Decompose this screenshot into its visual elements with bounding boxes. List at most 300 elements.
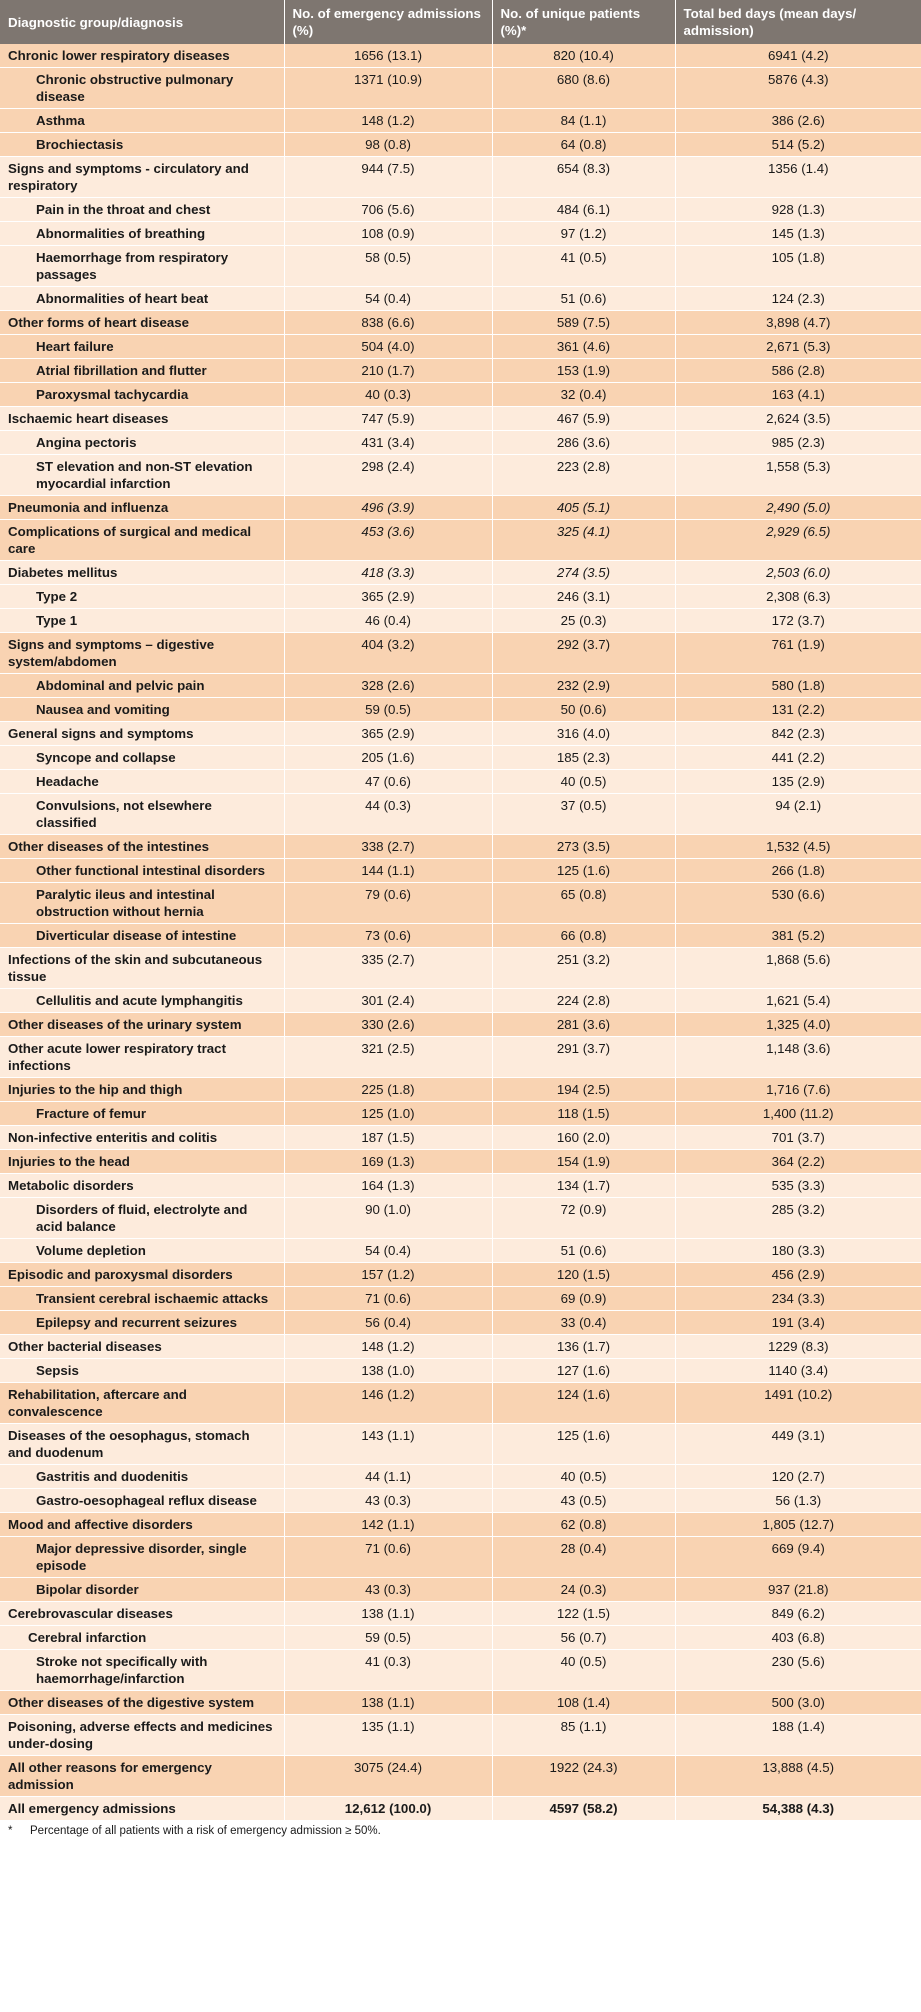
diagnosis-cell: General signs and symptoms [0,722,284,746]
diagnosis-cell: Other bacterial diseases [0,1335,284,1359]
table-row [0,1174,921,1198]
header-bed-days: Total bed days (mean days/ admission) [675,0,921,44]
table-row [0,794,921,835]
bed-days-cell: 514 (5.2) [675,133,921,157]
diagnosis-cell: Rehabilitation, aftercare and convalescence [0,1383,284,1424]
diagnosis-cell: Other diseases of the digestive system [0,1691,284,1715]
patients-cell: 292 (3.7) [492,633,675,674]
admissions-cell: 146 (1.2) [284,1383,492,1424]
admissions-cell: 504 (4.0) [284,335,492,359]
bed-days-cell: 180 (3.3) [675,1239,921,1263]
admissions-cell: 404 (3.2) [284,633,492,674]
table-row [0,1489,921,1513]
bed-days-cell: 2,490 (5.0) [675,496,921,520]
diagnosis-cell: All other reasons for emergency admission [0,1756,284,1797]
patients-cell: 125 (1.6) [492,1424,675,1465]
patients-cell: 118 (1.5) [492,1102,675,1126]
table-row [0,948,921,989]
table-row [0,883,921,924]
table-row [0,287,921,311]
diagnosis-cell: Non-infective enteritis and colitis [0,1126,284,1150]
admissions-cell: 1371 (10.9) [284,68,492,109]
patients-cell: 134 (1.7) [492,1174,675,1198]
table-row [0,68,921,109]
patients-cell: 160 (2.0) [492,1126,675,1150]
patients-cell: 127 (1.6) [492,1359,675,1383]
diagnosis-cell: Convulsions, not elsewhere classified [0,794,284,835]
table-row [0,1756,921,1797]
diagnosis-cell: Brochiectasis [0,133,284,157]
bed-days-cell: 1356 (1.4) [675,157,921,198]
admissions-cell: 125 (1.0) [284,1102,492,1126]
table-row [0,311,921,335]
patients-cell: 56 (0.7) [492,1626,675,1650]
patients-cell: 484 (6.1) [492,198,675,222]
bed-days-cell: 105 (1.8) [675,246,921,287]
bed-days-cell: 500 (3.0) [675,1691,921,1715]
diagnosis-cell: Ischaemic heart diseases [0,407,284,431]
diagnosis-cell: Pneumonia and influenza [0,496,284,520]
patients-cell: 124 (1.6) [492,1383,675,1424]
bed-days-cell: 580 (1.8) [675,674,921,698]
diagnosis-cell: Other forms of heart disease [0,311,284,335]
admissions-cell: 335 (2.7) [284,948,492,989]
table-row [0,1424,921,1465]
diagnosis-cell: Metabolic disorders [0,1174,284,1198]
total-row [0,1797,921,1821]
diagnosis-cell: Epilepsy and recurrent seizures [0,1311,284,1335]
diagnosis-cell: Cerebral infarction [0,1626,284,1650]
bed-days-cell: 2,624 (3.5) [675,407,921,431]
total-admissions: 12,612 (100.0) [284,1797,492,1821]
total-label: All emergency admissions [0,1797,284,1821]
header-diagnosis: Diagnostic group/diagnosis [0,0,284,44]
diagnosis-cell: Bipolar disorder [0,1578,284,1602]
bed-days-cell: 1,400 (11.2) [675,1102,921,1126]
admissions-cell: 706 (5.6) [284,198,492,222]
patients-cell: 281 (3.6) [492,1013,675,1037]
patients-cell: 37 (0.5) [492,794,675,835]
diagnosis-cell: Diabetes mellitus [0,561,284,585]
admissions-cell: 47 (0.6) [284,770,492,794]
table-row [0,109,921,133]
admissions-cell: 41 (0.3) [284,1650,492,1691]
diagnosis-cell: Other functional intestinal disorders [0,859,284,883]
diagnosis-cell: Syncope and collapse [0,746,284,770]
diagnosis-cell: Disorders of fluid, electrolyte and acid balance [0,1198,284,1239]
admissions-cell: 747 (5.9) [284,407,492,431]
table-row [0,770,921,794]
diagnosis-cell: Stroke not specifically with haemorrhage/infarction [0,1650,284,1691]
patients-cell: 65 (0.8) [492,883,675,924]
patients-cell: 291 (3.7) [492,1037,675,1078]
footnote-mark: * [8,1825,13,1837]
patients-cell: 84 (1.1) [492,109,675,133]
bed-days-cell: 234 (3.3) [675,1287,921,1311]
table-row [0,359,921,383]
admissions-cell: 59 (0.5) [284,698,492,722]
bed-days-cell: 403 (6.8) [675,1626,921,1650]
diagnosis-cell: Paroxysmal tachycardia [0,383,284,407]
admissions-cell: 59 (0.5) [284,1626,492,1650]
diagnosis-cell: Chronic lower respiratory diseases [0,44,284,68]
admissions-cell: 79 (0.6) [284,883,492,924]
diagnosis-cell: Cellulitis and acute lymphangitis [0,989,284,1013]
bed-days-cell: 94 (2.1) [675,794,921,835]
admissions-cell: 330 (2.6) [284,1013,492,1037]
diagnosis-cell: Abdominal and pelvic pain [0,674,284,698]
bed-days-cell: 2,929 (6.5) [675,520,921,561]
admissions-cell: 838 (6.6) [284,311,492,335]
table-row [0,1013,921,1037]
table-row [0,674,921,698]
admissions-cell: 43 (0.3) [284,1578,492,1602]
diagnosis-cell: Abnormalities of heart beat [0,287,284,311]
diagnosis-cell: Infections of the skin and subcutaneous tissue [0,948,284,989]
diagnosis-cell: Atrial fibrillation and flutter [0,359,284,383]
table-row [0,1626,921,1650]
diagnosis-cell: Other diseases of the urinary system [0,1013,284,1037]
bed-days-cell: 441 (2.2) [675,746,921,770]
table-row [0,1602,921,1626]
table-row [0,44,921,68]
table-row [0,1537,921,1578]
patients-cell: 680 (8.6) [492,68,675,109]
admissions-cell: 148 (1.2) [284,109,492,133]
bed-days-cell: 2,503 (6.0) [675,561,921,585]
diagnosis-cell: Cerebrovascular diseases [0,1602,284,1626]
diagnosis-cell: Chronic obstructive pulmonary disease [0,68,284,109]
patients-cell: 251 (3.2) [492,948,675,989]
patients-cell: 85 (1.1) [492,1715,675,1756]
admissions-cell: 108 (0.9) [284,222,492,246]
bed-days-cell: 381 (5.2) [675,924,921,948]
admissions-cell: 1656 (13.1) [284,44,492,68]
table-row [0,722,921,746]
table-row [0,1311,921,1335]
bed-days-cell: 669 (9.4) [675,1537,921,1578]
admissions-cell: 54 (0.4) [284,1239,492,1263]
patients-cell: 286 (3.6) [492,431,675,455]
table-row [0,924,921,948]
table-row [0,496,921,520]
diagnosis-cell: Major depressive disorder, single episode [0,1537,284,1578]
patients-cell: 194 (2.5) [492,1078,675,1102]
patients-cell: 40 (0.5) [492,770,675,794]
bed-days-cell: 586 (2.8) [675,359,921,383]
admissions-cell: 328 (2.6) [284,674,492,698]
bed-days-cell: 124 (2.3) [675,287,921,311]
bed-days-cell: 5876 (4.3) [675,68,921,109]
bed-days-cell: 928 (1.3) [675,198,921,222]
bed-days-cell: 172 (3.7) [675,609,921,633]
patients-cell: 40 (0.5) [492,1650,675,1691]
diagnosis-cell: Injuries to the head [0,1150,284,1174]
admissions-cell: 143 (1.1) [284,1424,492,1465]
table-row [0,383,921,407]
patients-cell: 69 (0.9) [492,1287,675,1311]
admissions-cell: 365 (2.9) [284,585,492,609]
total-patients: 4597 (58.2) [492,1797,675,1821]
bed-days-cell: 386 (2.6) [675,109,921,133]
patients-cell: 51 (0.6) [492,1239,675,1263]
bed-days-cell: 266 (1.8) [675,859,921,883]
table-row [0,1578,921,1602]
admissions-cell: 90 (1.0) [284,1198,492,1239]
header-row [0,0,921,44]
patients-cell: 122 (1.5) [492,1602,675,1626]
bed-days-cell: 2,671 (5.3) [675,335,921,359]
diagnosis-cell: Fracture of femur [0,1102,284,1126]
table-row [0,585,921,609]
diagnosis-cell: Signs and symptoms – digestive system/abdomen [0,633,284,674]
admissions-cell: 298 (2.4) [284,455,492,496]
diagnosis-cell: ST elevation and non-ST elevation myocardial infarction [0,455,284,496]
table-row [0,609,921,633]
patients-cell: 40 (0.5) [492,1465,675,1489]
patients-cell: 41 (0.5) [492,246,675,287]
bed-days-cell: 842 (2.3) [675,722,921,746]
admissions-cell: 54 (0.4) [284,287,492,311]
patients-cell: 28 (0.4) [492,1537,675,1578]
admissions-cell: 135 (1.1) [284,1715,492,1756]
bed-days-cell: 1,621 (5.4) [675,989,921,1013]
patients-cell: 185 (2.3) [492,746,675,770]
patients-cell: 1922 (24.3) [492,1756,675,1797]
table-row [0,1650,921,1691]
diagnosis-cell: Diverticular disease of intestine [0,924,284,948]
patients-cell: 273 (3.5) [492,835,675,859]
header-admissions: No. of emergency admissions (%) [284,0,492,44]
diagnosis-cell: Other diseases of the intestines [0,835,284,859]
table-row [0,198,921,222]
admissions-cell: 157 (1.2) [284,1263,492,1287]
bed-days-cell: 449 (3.1) [675,1424,921,1465]
table-row [0,859,921,883]
diagnosis-cell: Injuries to the hip and thigh [0,1078,284,1102]
bed-days-cell: 6941 (4.2) [675,44,921,68]
admissions-cell: 496 (3.9) [284,496,492,520]
bed-days-cell: 131 (2.2) [675,698,921,722]
admissions-cell: 210 (1.7) [284,359,492,383]
admissions-cell: 338 (2.7) [284,835,492,859]
patients-cell: 153 (1.9) [492,359,675,383]
patients-cell: 325 (4.1) [492,520,675,561]
admissions-cell: 365 (2.9) [284,722,492,746]
table-row [0,1150,921,1174]
diagnosis-cell: Signs and symptoms - circulatory and respiratory [0,157,284,198]
patients-cell: 25 (0.3) [492,609,675,633]
table-row [0,133,921,157]
diagnosis-cell: Volume depletion [0,1239,284,1263]
diagnosis-cell: Sepsis [0,1359,284,1383]
admissions-cell: 164 (1.3) [284,1174,492,1198]
bed-days-cell: 535 (3.3) [675,1174,921,1198]
bed-days-cell: 1491 (10.2) [675,1383,921,1424]
admissions-cell: 46 (0.4) [284,609,492,633]
table-row [0,407,921,431]
admissions-cell: 187 (1.5) [284,1126,492,1150]
patients-cell: 232 (2.9) [492,674,675,698]
diagnosis-cell: Episodic and paroxysmal disorders [0,1263,284,1287]
table-row [0,455,921,496]
bed-days-cell: 530 (6.6) [675,883,921,924]
table-row [0,1263,921,1287]
table-row [0,1513,921,1537]
table-row [0,157,921,198]
diagnosis-cell: Complications of surgical and medical care [0,520,284,561]
table-row [0,1037,921,1078]
admissions-cell: 44 (0.3) [284,794,492,835]
bed-days-cell: 163 (4.1) [675,383,921,407]
admissions-cell: 148 (1.2) [284,1335,492,1359]
bed-days-cell: 456 (2.9) [675,1263,921,1287]
diagnosis-cell: Mood and affective disorders [0,1513,284,1537]
bed-days-cell: 145 (1.3) [675,222,921,246]
diagnosis-cell: Nausea and vomiting [0,698,284,722]
patients-cell: 43 (0.5) [492,1489,675,1513]
table-row [0,1287,921,1311]
diagnosis-cell: Type 2 [0,585,284,609]
patients-cell: 24 (0.3) [492,1578,675,1602]
admissions-cell: 73 (0.6) [284,924,492,948]
footnote-text: Percentage of all patients with a risk of emergency admission ≥ 50%. [30,1825,381,1837]
admissions-cell: 142 (1.1) [284,1513,492,1537]
table-row [0,335,921,359]
patients-cell: 50 (0.6) [492,698,675,722]
bed-days-cell: 1,532 (4.5) [675,835,921,859]
bed-days-cell: 285 (3.2) [675,1198,921,1239]
bed-days-cell: 1,558 (5.3) [675,455,921,496]
admissions-cell: 43 (0.3) [284,1489,492,1513]
diagnosis-cell: Other acute lower respiratory tract infections [0,1037,284,1078]
bed-days-cell: 1140 (3.4) [675,1359,921,1383]
table-row [0,1465,921,1489]
bed-days-cell: 364 (2.2) [675,1150,921,1174]
bed-days-cell: 56 (1.3) [675,1489,921,1513]
admissions-cell: 58 (0.5) [284,246,492,287]
diagnosis-cell: Abnormalities of breathing [0,222,284,246]
bed-days-cell: 1,716 (7.6) [675,1078,921,1102]
admissions-cell: 71 (0.6) [284,1537,492,1578]
table-row [0,1078,921,1102]
diagnosis-cell: Asthma [0,109,284,133]
bed-days-cell: 1,868 (5.6) [675,948,921,989]
bed-days-cell: 135 (2.9) [675,770,921,794]
total-bed-days: 54,388 (4.3) [675,1797,921,1821]
diagnosis-cell: Heart failure [0,335,284,359]
patients-cell: 66 (0.8) [492,924,675,948]
table-row [0,1715,921,1756]
diagnosis-cell: Pain in the throat and chest [0,198,284,222]
bed-days-cell: 230 (5.6) [675,1650,921,1691]
bed-days-cell: 1,325 (4.0) [675,1013,921,1037]
admissions-cell: 138 (1.1) [284,1602,492,1626]
patients-cell: 246 (3.1) [492,585,675,609]
bed-days-cell: 701 (3.7) [675,1126,921,1150]
table-row [0,431,921,455]
bed-days-cell: 1,805 (12.7) [675,1513,921,1537]
table-row [0,520,921,561]
table-row [0,746,921,770]
table-row [0,1359,921,1383]
footnote [0,1821,921,1841]
patients-cell: 405 (5.1) [492,496,675,520]
patients-cell: 64 (0.8) [492,133,675,157]
admissions-cell: 431 (3.4) [284,431,492,455]
bed-days-cell: 1229 (8.3) [675,1335,921,1359]
diagnosis-cell: Paralytic ileus and intestinal obstruction without hernia [0,883,284,924]
bed-days-cell: 1,148 (3.6) [675,1037,921,1078]
table-row [0,1383,921,1424]
patients-cell: 154 (1.9) [492,1150,675,1174]
table-row [0,1198,921,1239]
bed-days-cell: 761 (1.9) [675,633,921,674]
admissions-cell: 56 (0.4) [284,1311,492,1335]
bed-days-cell: 849 (6.2) [675,1602,921,1626]
diagnosis-cell: Gastritis and duodenitis [0,1465,284,1489]
admissions-cell: 144 (1.1) [284,859,492,883]
table-row [0,1126,921,1150]
bed-days-cell: 13,888 (4.5) [675,1756,921,1797]
patients-cell: 316 (4.0) [492,722,675,746]
patients-cell: 51 (0.6) [492,287,675,311]
admissions-cell: 205 (1.6) [284,746,492,770]
diagnosis-cell: Gastro-oesophageal reflux disease [0,1489,284,1513]
table-row [0,1691,921,1715]
admissions-cell: 71 (0.6) [284,1287,492,1311]
patients-cell: 120 (1.5) [492,1263,675,1287]
patients-cell: 97 (1.2) [492,222,675,246]
patients-cell: 224 (2.8) [492,989,675,1013]
table-row [0,246,921,287]
admissions-cell: 418 (3.3) [284,561,492,585]
diagnosis-cell: Type 1 [0,609,284,633]
diagnosis-cell: Angina pectoris [0,431,284,455]
bed-days-cell: 120 (2.7) [675,1465,921,1489]
table-row [0,989,921,1013]
patients-cell: 125 (1.6) [492,859,675,883]
admissions-cell: 169 (1.3) [284,1150,492,1174]
patients-cell: 62 (0.8) [492,1513,675,1537]
bed-days-cell: 2,308 (6.3) [675,585,921,609]
table-row [0,633,921,674]
diagnosis-cell: Transient cerebral ischaemic attacks [0,1287,284,1311]
admissions-cell: 138 (1.1) [284,1691,492,1715]
bed-days-cell: 3,898 (4.7) [675,311,921,335]
admissions-cell: 225 (1.8) [284,1078,492,1102]
table-row [0,698,921,722]
patients-cell: 72 (0.9) [492,1198,675,1239]
bed-days-cell: 188 (1.4) [675,1715,921,1756]
admissions-cell: 40 (0.3) [284,383,492,407]
diagnosis-cell: Haemorrhage from respiratory passages [0,246,284,287]
diagnosis-cell: Headache [0,770,284,794]
patients-cell: 33 (0.4) [492,1311,675,1335]
admissions-cell: 301 (2.4) [284,989,492,1013]
admissions-cell: 3075 (24.4) [284,1756,492,1797]
patients-cell: 589 (7.5) [492,311,675,335]
patients-cell: 32 (0.4) [492,383,675,407]
patients-cell: 223 (2.8) [492,455,675,496]
table-row [0,835,921,859]
admissions-cell: 44 (1.1) [284,1465,492,1489]
admissions-cell: 453 (3.6) [284,520,492,561]
bed-days-cell: 937 (21.8) [675,1578,921,1602]
header-patients: No. of unique patients (%)* [492,0,675,44]
admissions-cell: 98 (0.8) [284,133,492,157]
diagnosis-cell: Poisoning, adverse effects and medicines under-dosing [0,1715,284,1756]
